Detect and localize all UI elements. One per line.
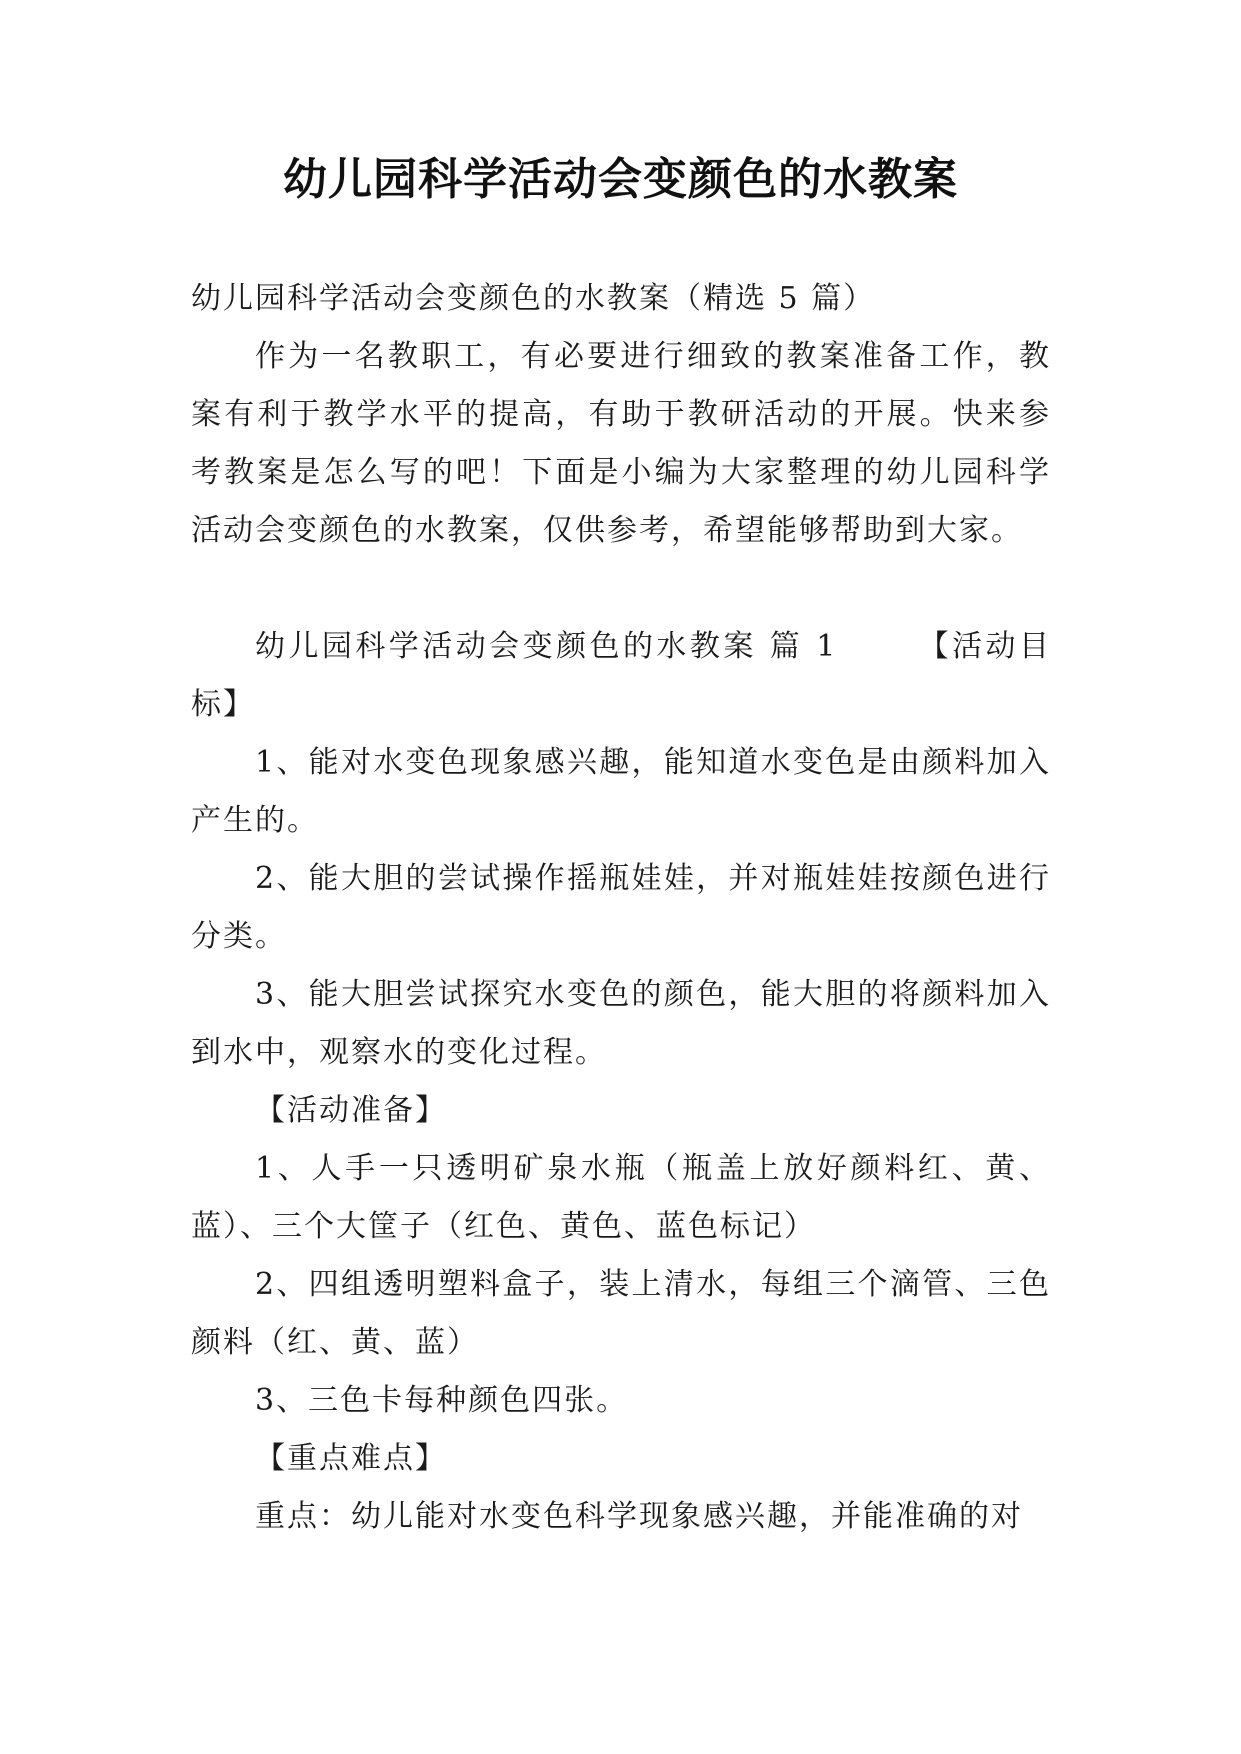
key-points-heading: 【重点难点】	[255, 1441, 447, 1476]
goal-item-2: 2、能大胆的尝试操作摇瓶娃娃，并对瓶娃娃按颜色进行分类。	[191, 861, 1051, 954]
preparation-item-3: 3、三色卡每种颜色四张。	[255, 1383, 629, 1418]
document-body	[191, 270, 1051, 1546]
preparation-item-2: 2、四组透明塑料盒子，装上清水，每组三个滴管、三色颜料（红、黄、蓝）	[191, 1267, 1051, 1360]
preparation-heading: 【活动准备】	[255, 1093, 447, 1128]
key-point-paragraph: 重点：幼儿能对水变色科学现象感兴趣，并能准确的对	[255, 1499, 1023, 1534]
preparation-item-1: 1、人手一只透明矿泉水瓶（瓶盖上放好颜料红、黄、蓝）、三个大筐子（红色、黄色、蓝色标记）	[191, 1151, 1051, 1244]
goal-item-3: 3、能大胆尝试探究水变色的颜色，能大胆的将颜料加入到水中，观察水的变化过程。	[191, 977, 1051, 1070]
paragraph-spacer	[191, 560, 1051, 618]
goal-item-1: 1、能对水变色现象感兴趣，能知道水变色是由颜料加入产生的。	[191, 745, 1051, 838]
intro-paragraph: 作为一名教职工，有必要进行细致的教案准备工作，教案有利于教学水平的提高，有助于教研活动的开展。快来参考教案是怎么写的吧！下面是小编为大家整理的幼儿园科学活动会变颜色的水教案，仅供参考，希望能够帮助到大家。	[191, 339, 1051, 548]
subtitle-paragraph: 幼儿园科学活动会变颜色的水教案（精选 5 篇）	[191, 281, 876, 316]
document-title: 幼儿园科学活动会变颜色的水教案	[283, 154, 958, 205]
section-heading-paragraph: 幼儿园科学活动会变颜色的水教案 篇 1 【活动目标】	[191, 629, 1051, 722]
